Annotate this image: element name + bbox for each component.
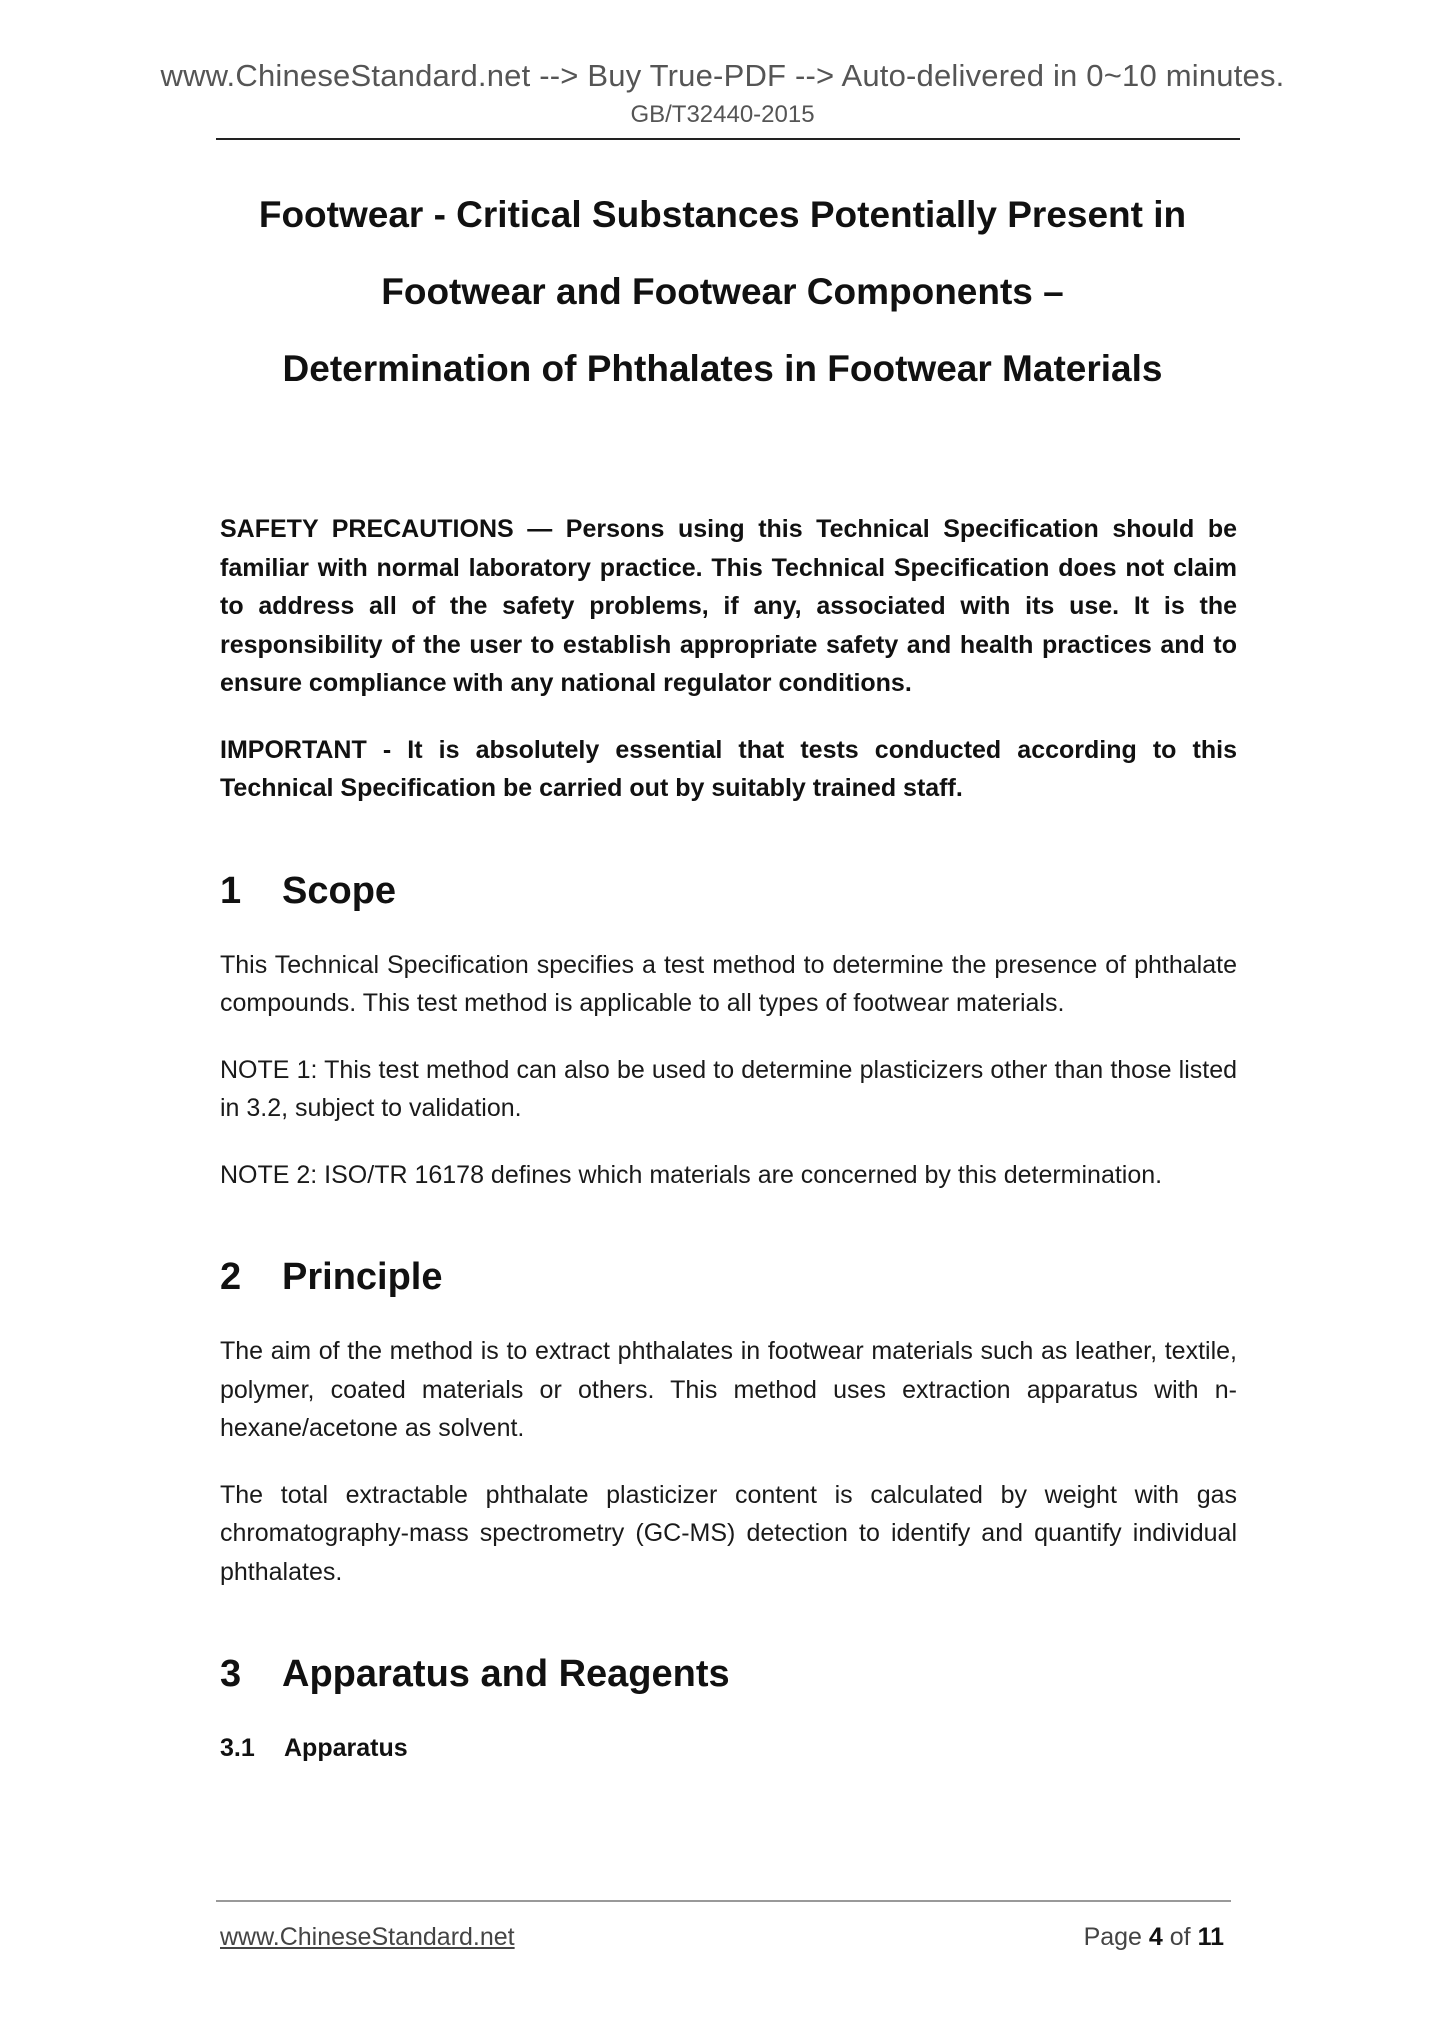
section-title: Scope [282,869,397,912]
section-number: 1 [220,869,242,912]
header-banner: www.ChineseStandard.net --> Buy True-PDF --> Auto-delivered in 0~10 minutes. [160,58,1285,93]
page-current: 4 [1148,1923,1163,1951]
scope-note-2: NOTE 2: ISO/TR 16178 defines which materials are concerned by this determination. [220,1160,1163,1189]
section-title: Principle [282,1256,443,1298]
page-prefix: Page [1083,1923,1149,1951]
section-title: Apparatus and Reagents [282,1653,730,1695]
section-number: 3 [220,1653,242,1695]
title-line-1: Footwear - Critical Substances Potentially Present in [258,194,1187,235]
document-body [220,510,1237,1767]
principle-paragraph-1: The aim of the method is to extract phthalates in footwear materials such as leather, textile, polymer, coated materials or others. This method uses extraction apparatus with n-hexane/acetone as solvent. [220,1337,1237,1442]
scope-paragraph: This Technical Specification specifies a test method to determine the presence of phthalate compounds. This test method is applicable to all types of footwear materials. [220,950,1237,1017]
section-heading-principle [220,1252,1237,1302]
subsection-title: Apparatus [284,1734,408,1762]
page-separator: of [1162,1923,1198,1951]
subsection-number: 3.1 [220,1734,255,1762]
page-total: 11 [1197,1923,1224,1951]
page-header [0,56,1445,132]
title-line-2: Footwear and Footwear Components – [381,271,1064,312]
footer-website-link[interactable]: www.ChineseStandard.net [220,1923,515,1951]
important-paragraph: IMPORTANT - It is absolutely essential that tests conducted according to this Technical Specification be carried out by suitably trained staff. [220,735,1237,802]
section-number: 2 [220,1256,242,1298]
principle-paragraph-2: The total extractable phthalate plasticizer content is calculated by weight with gas chromatography-mass spectrometry (GC-MS) detection to identify and quantify individual phthalates. [220,1480,1237,1586]
footer-divider [216,1900,1231,1902]
scope-note-1: NOTE 1: This test method can also be used to determine plasticizers other than those listed in 3.2, subject to validation. [220,1055,1237,1122]
standard-number: GB/T32440-2015 [630,101,815,128]
safety-precautions-paragraph: SAFETY PRECAUTIONS — Persons using this Technical Specification should be familiar with normal laboratory practice. This Technical Specification does not claim to address all of the safety problems, if any, associated with its use. It is the responsibility of the user to establish appropriate safety and health practices and to ensure compliance with any national regulator conditions. [220,515,1237,697]
subsection-heading-apparatus [220,1729,1237,1767]
section-heading-scope [220,866,1237,916]
section-heading-apparatus-reagents [220,1649,1237,1699]
page-number [1084,1923,1224,1952]
document-title [160,176,1285,407]
title-line-3: Determination of Phthalates in Footwear Materials [282,348,1163,389]
header-divider [216,138,1240,140]
